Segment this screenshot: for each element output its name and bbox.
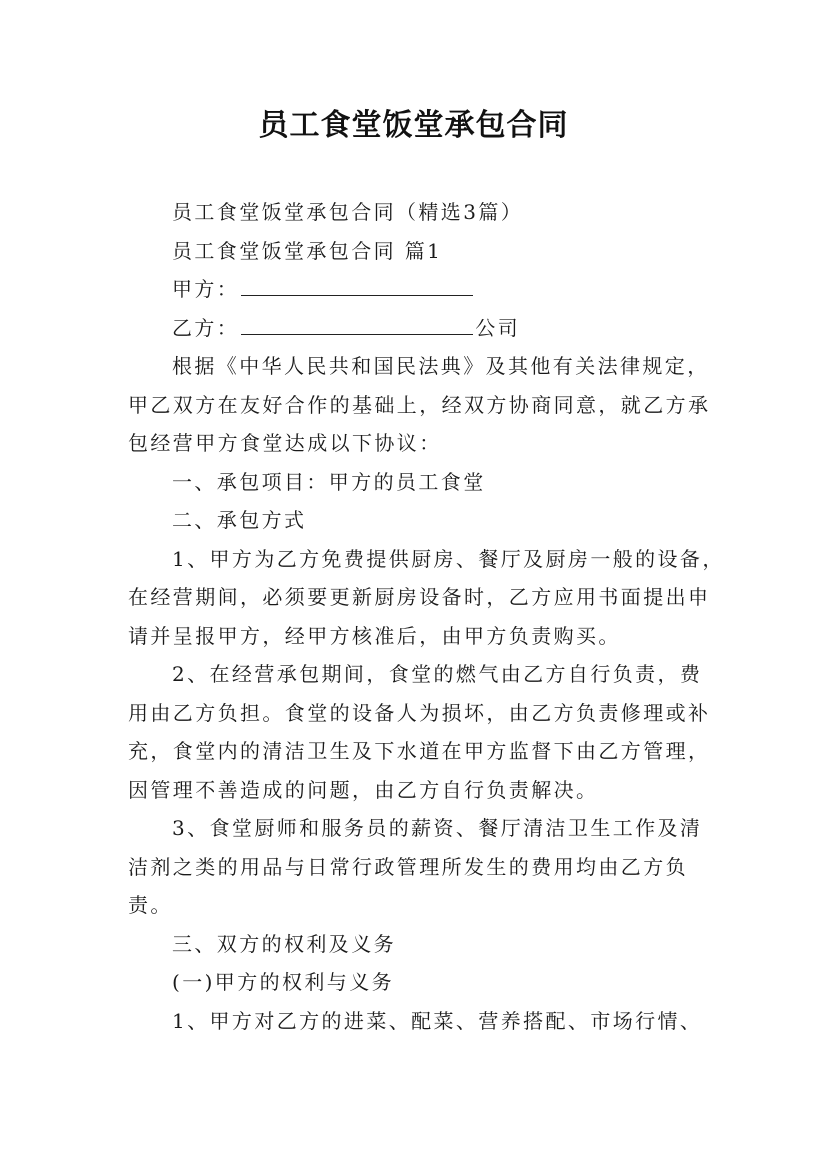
party-b-blank xyxy=(241,314,473,335)
paragraph-line: 用由乙方负担。食堂的设备人为损坏，由乙方负责修理或补 xyxy=(128,700,711,725)
paragraph-line: 甲乙双方在友好合作的基础上，经双方协商同意，就乙方承 xyxy=(128,392,711,417)
paragraph-line: 根据《中华人民共和国民法典》及其他有关法律规定， xyxy=(172,354,710,378)
paragraph-line: 员工食堂饭堂承包合同 篇1 xyxy=(172,238,443,263)
paragraph-line: 3、食堂厨师和服务员的薪资、餐厅清洁卫生工作及清 xyxy=(172,816,703,840)
paragraph-line: 请并呈报甲方，经甲方核准后，由甲方负责购买。 xyxy=(128,623,621,648)
paragraph-line: 员工食堂饭堂承包合同（精选3篇） xyxy=(172,200,524,224)
party-b-suffix: 公司 xyxy=(475,315,521,340)
paragraph-line: 1、甲方对乙方的进菜、配菜、营养搭配、市场行情、 xyxy=(172,1008,703,1033)
party-a-blank xyxy=(241,275,473,296)
party-b-line xyxy=(128,309,708,348)
paragraph-line: 洁剂之类的用品与日常行政管理所发生的费用均由乙方负 xyxy=(128,854,688,879)
section-heading: 二、承包方式 xyxy=(172,508,307,532)
party-a-label: 甲方： xyxy=(172,277,240,301)
party-a-line xyxy=(128,270,708,309)
section-heading: 一、承包项目：甲方的员工食堂 xyxy=(172,469,486,494)
document-title: 员工食堂饭堂承包合同 xyxy=(258,108,569,143)
section-heading: 三、双方的权利及义务 xyxy=(172,931,396,956)
paragraph-line: 充，食堂内的清洁卫生及下水道在甲方监督下由乙方管理， xyxy=(128,739,711,763)
paragraph-line: 责。 xyxy=(128,893,173,917)
paragraph-line: 在经营期间，必须要更新厨房设备时，乙方应用书面提出申 xyxy=(128,585,711,609)
document-body xyxy=(128,193,725,1040)
paragraph-line: 因管理不善造成的问题，由乙方自行负责解决。 xyxy=(128,777,599,802)
paragraph-line: 2、在经营承包期间，食堂的燃气由乙方自行负责，费 xyxy=(172,662,703,686)
paragraph-line: 包经营甲方食堂达成以下协议： xyxy=(128,431,442,455)
subsection-heading: (一)甲方的权利与义务 xyxy=(172,970,395,994)
paragraph-line: 1、甲方为乙方免费提供厨房、餐厅及厨房一般的设备， xyxy=(172,546,725,571)
party-b-label: 乙方： xyxy=(172,315,240,340)
